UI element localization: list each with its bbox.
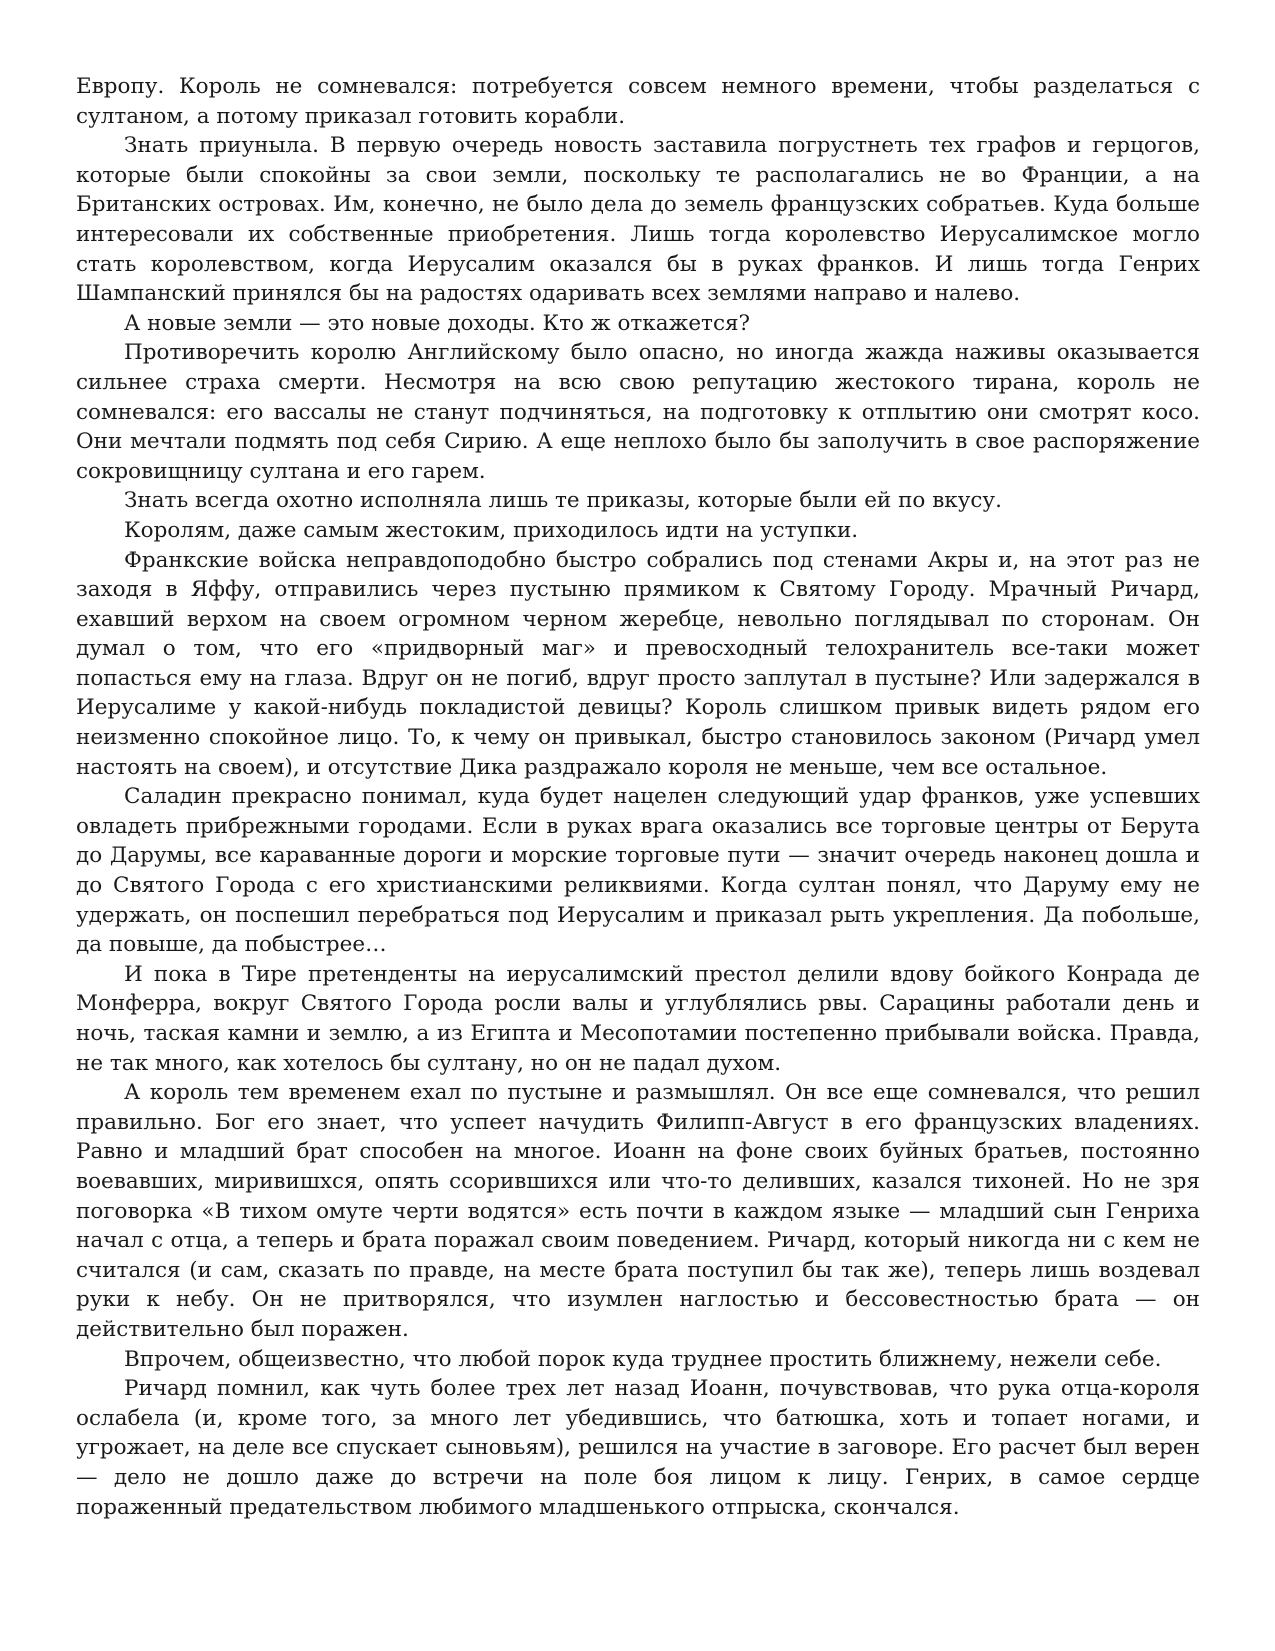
- paragraph-10: А король тем временем ехал по пустыне и размышлял. Он все еще сомневался, что решил правильно. Бог его знает, что успеет начудить Филипп-Август в его французских владениях. Равно и младший брат способен на многое. Иоанн на фоне своих буйных братьев, постоянно воевавших, миривишхся, опять ссорившихся или что-то деливших, казался тихоней. Но не зря поговорка «В тихом омуте черти водятся» есть почти в каждом языке — младший сын Генриха начал с отца, а теперь и брата поражал своим поведением. Ричард, который никогда ни с кем не считался (и сам, сказать по правде, на месте брата поступил бы так же), теперь лишь воздевал руки к небу. Он не притворялся, что изумлен наглостью и бессовестностью брата — он действительно был поражен.: [76, 1080, 1200, 1342]
- paragraph-4: Противоречить королю Английскому было опасно, но иногда жажда наживы оказывается сильнее страха смерти. Несмотря на всю свою репутацию жестокого тирана, король не сомневался: его вассалы не станут подчиняться, на подготовку к отплытию они смотрят косо. Они мечтали подмять под себя Сирию. А еще неплохо было бы заполучить в свое распоряжение сокровищницу султана и его гарем.: [76, 340, 1200, 484]
- paragraph-12: Ричард помнил, как чуть более трех лет назад Иоанн, почувствовав, что рука отца-короля ослабела (и, кроме того, за много лет убедившись, что батюшка, хоть и топает ногами, и угрожает, на деле все спускает сыновьям), решился на участие в заговоре. Его расчет был верен — дело не дошло даже до встречи на поле боя лицом к лицу. Генрих, в самое сердце пораженный предательством любимого младшенького отпрыска, скончался.: [76, 1376, 1200, 1520]
- paragraph-6: Королям, даже самым жестоким, приходилось идти на уступки.: [124, 517, 859, 543]
- paragraph-7: Франкские войска неправдоподобно быстро собрались под стенами Акры и, на этот раз не заходя в Яффу, отправились через пустыню прямиком к Святому Городу. Мрачный Ричард, ехавший верхом на своем огромном черном жеребце, невольно поглядывал по сторонам. Он думал о том, что его «придворный маг» и превосходный телохранитель все-таки может попасться ему на глаза. Вдруг он не погиб, вдруг просто заплутал в пустыне? Или задержался в Иерусалиме у какой-нибудь покладистой девицы? Король слишком привык видеть рядом его неизменно спокойное лицо. То, к чему он привыкал, быстро становилось законом (Ричард умел настоять на своем), и отсутствие Дика раздражало короля не меньше, чем все остальное.: [76, 547, 1200, 780]
- paragraph-5: Знать всегда охотно исполняла лишь те приказы, которые были ей по вкусу.: [124, 488, 1002, 514]
- paragraph-11: Впрочем, общеизвестно, что любой порок куда труднее простить ближнему, нежели себе.: [124, 1346, 1162, 1372]
- paragraph-1: Европу. Король не сомневался: потребуется совсем немного времени, чтобы разделаться с султаном, а потому приказал готовить корабли.: [76, 74, 1200, 129]
- document-page: [76, 72, 1200, 1522]
- paragraph-2: Знать приуныла. В первую очередь новость заставила погрустнеть тех графов и герцогов, которые были спокойны за свои земли, поскольку те располагались не во Франции, а на Британских островах. Им, конечно, не было дела до земель французских собратьев. Куда больше интересовали их собственные приобретения. Лишь тогда королевство Иерусалимское могло стать королевством, когда Иерусалим оказался бы в руках франков. И лишь тогда Генрих Шампанский принялся бы на радостях одаривать всех землями направо и налево.: [76, 133, 1200, 307]
- paragraph-9: И пока в Тире претенденты на иерусалимский престол делили вдову бойкого Конрада де Монферра, вокруг Святого Города росли валы и углублялись рвы. Сарацины работали день и ночь, таская камни и землю, а из Египта и Месопотамии постепенно прибывали войска. Правда, не так много, как хотелось бы султану, но он не падал духом.: [76, 961, 1200, 1076]
- paragraph-8: Саладин прекрасно понимал, куда будет нацелен следующий удар франков, уже успевших овладеть прибрежными городами. Если в руках врага оказались все торговые центры от Берута до Дарумы, все караванные дороги и морские торговые пути — значит очередь наконец дошла и до Святого Города с его христианскими реликвиями. Когда султан понял, что Даруму ему не удержать, он поспешил перебраться под Иерусалим и приказал рыть укрепления. Да побольше, да повыше, да побыстрее…: [76, 784, 1200, 958]
- paragraph-3: А новые земли — это новые доходы. Кто ж откажется?: [124, 310, 751, 336]
